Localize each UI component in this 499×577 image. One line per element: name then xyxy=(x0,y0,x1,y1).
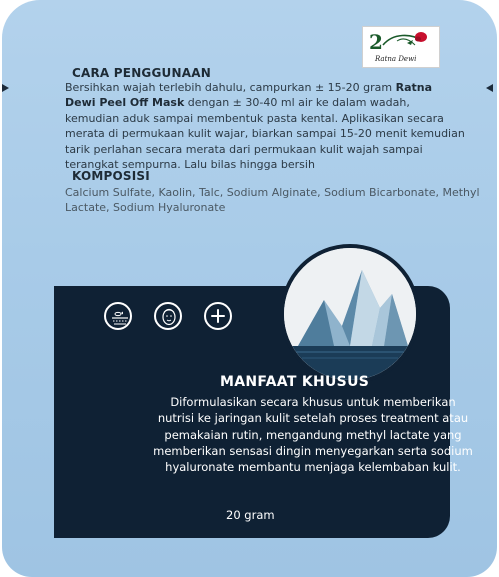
product-name: Ratna Dewi Peel Off Mask xyxy=(65,81,433,110)
glacier-mountain-icon xyxy=(280,244,420,384)
brand-logo xyxy=(362,26,440,68)
cara-penggunaan-text xyxy=(65,80,465,172)
cara-penggunaan-heading: CARA PENGGUNAAN xyxy=(72,66,211,80)
sachet-packaging xyxy=(2,0,497,577)
plus-icon xyxy=(204,302,232,330)
komposisi-text: Calcium Sulfate, Kaolin, Talc, Sodium Alginate, Sodium Bicarbonate, Methyl Lactate, Sodium Hyaluronate xyxy=(65,186,480,215)
logo-signature: Ratna Dewi xyxy=(375,55,417,63)
net-weight: 20 gram xyxy=(226,508,275,522)
cara-text-part-2: dengan ± 30-40 ml air ke dalam wadah, kemudian aduk sampai membentuk pasta kental. Aplikasikan secara merata di permukaan kulit wajar, biarkan sampai 15-20 menit kemudian tarik perlahan secara merata dari permukaan kulit wajah sampai terangkat sempurna. Lalu bilas hingga bersih xyxy=(65,96,465,172)
komposisi-heading: KOMPOSISI xyxy=(72,169,150,183)
cara-text-part-1: Bersihkan wajah terlebih dahulu, campurkan ± 15-20 gram xyxy=(65,81,396,94)
svg-text:2: 2 xyxy=(369,30,383,54)
manfaat-khusus-heading: MANFAAT KHUSUS xyxy=(220,374,370,390)
hydration-icon xyxy=(104,302,132,330)
tear-notch-right-icon xyxy=(486,84,493,92)
tear-notch-left-icon xyxy=(2,84,9,92)
face-icon xyxy=(154,302,182,330)
manfaat-khusus-text: Diformulasikan secara khusus untuk memberikan nutrisi ke jaringan kulit setelah proses treatment atau pemakaian rutin, mengandung methyl lactate yang memberikan sensasi dingin menyegarkan serta sodium hyaluronate membantu menjaga kelembaban kulit. xyxy=(153,395,473,475)
